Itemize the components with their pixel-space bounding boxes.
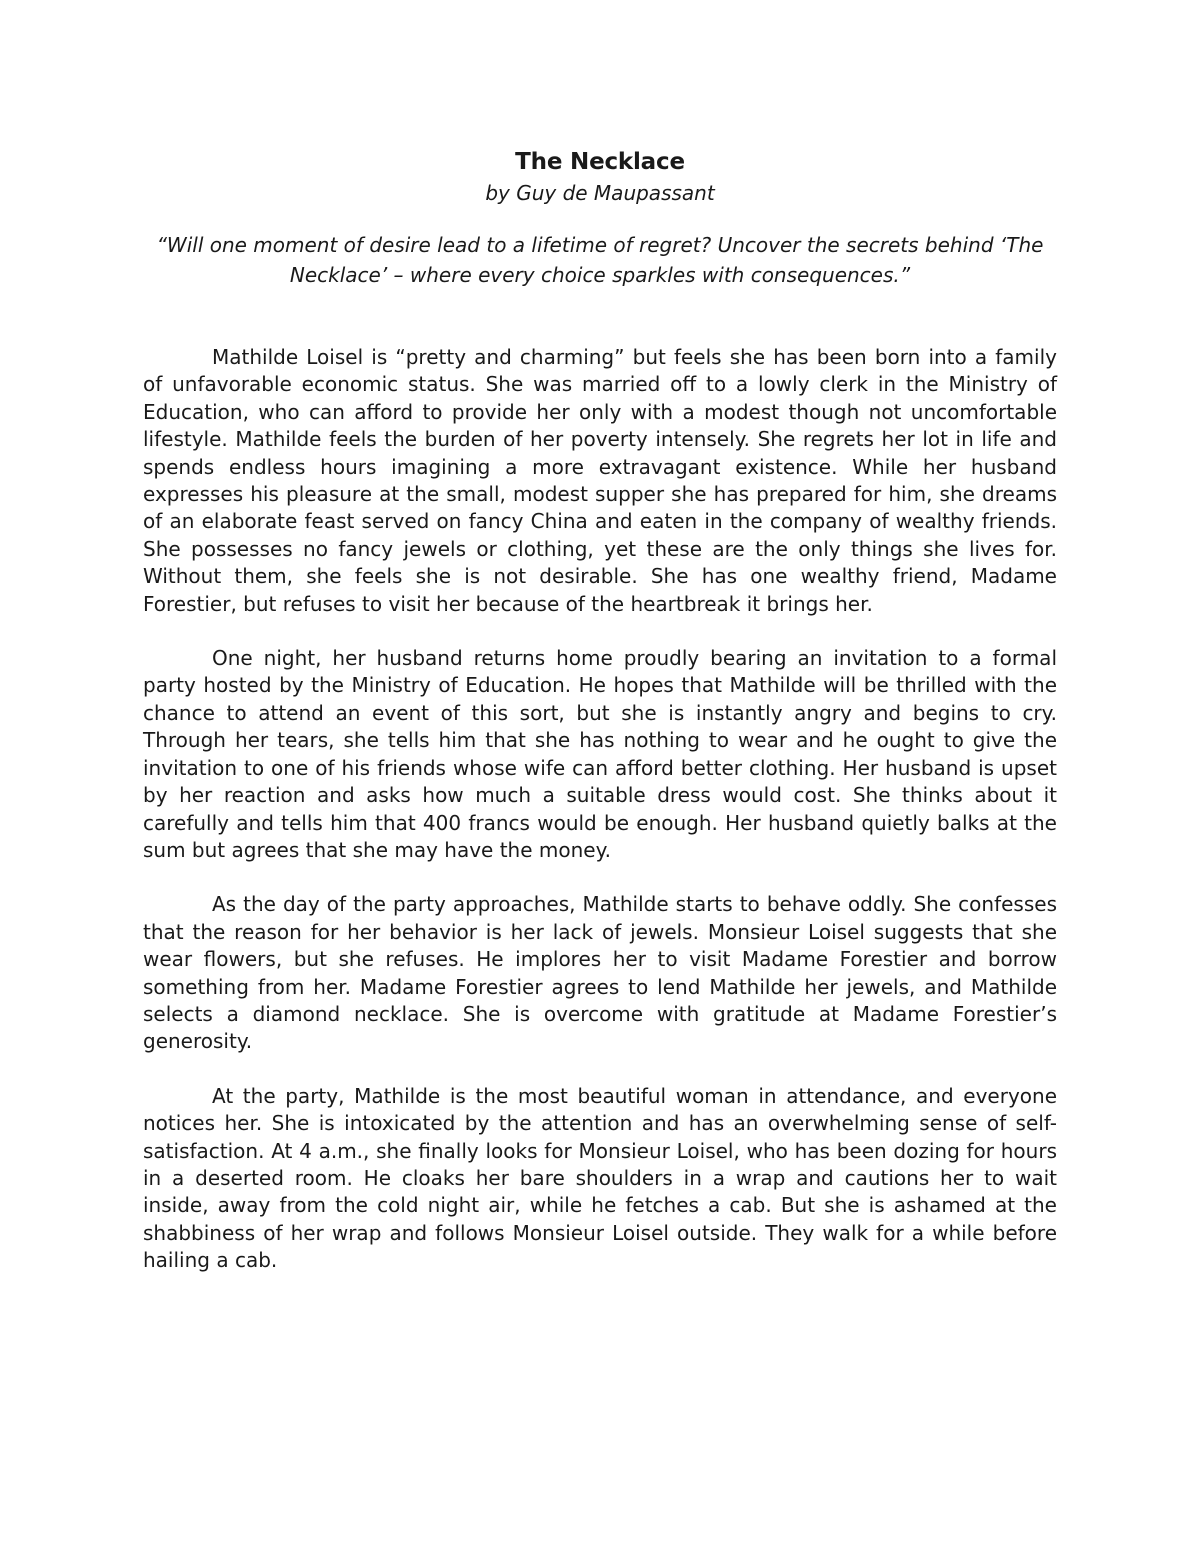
document-title: The Necklace [515,149,685,175]
tagline-quote: “Will one moment of desire lead to a lifetime of regret? Uncover the secrets behind ‘The Necklace’ – where every choice sparkles with consequences.” [156,233,1044,287]
document-body [143,146,1057,1302]
body-paragraph-1: Mathilde Loisel is “pretty and charming” but feels she has been born into a family of unfavorable economic status. She was married off to a lowly clerk in the Ministry of Education, who can afford to provide her only with a modest though not uncomfortable lifestyle. Mathilde feels the burden of her poverty intensely. She regrets her lot in life and spends endless hours imagining a more extravagant existence. While her husband expresses his pleasure at the small, modest supper she has prepared for him, she dreams of an elaborate feast served on fancy China and eaten in the company of wealthy friends. She possesses no fancy jewels or clothing, yet these are the only things she lives for. Without them, she feels she is not desirable. She has one wealthy friend, Madame Forestier, but refuses to visit her because of the heartbreak it brings her. [143,345,1057,616]
body-paragraph-3: As the day of the party approaches, Mathilde starts to behave oddly. She confesses that the reason for her behavior is her lack of jewels. Monsieur Loisel suggests that she wear flowers, but she refuses. He implores her to visit Madame Forestier and borrow something from her. Madame Forestier agrees to lend Mathilde her jewels, and Mathilde selects a diamond necklace. She is overcome with gratitude at Madame Forestier’s generosity. [143,892,1057,1054]
body-paragraph-2: One night, her husband returns home proudly bearing an invitation to a formal party hosted by the Ministry of Education. He hopes that Mathilde will be thrilled with the chance to attend an event of this sort, but she is instantly angry and begins to cry. Through her tears, she tells him that she has nothing to wear and he ought to give the invitation to one of his friends whose wife can afford better clothing. Her husband is upset by her reaction and asks how much a suitable dress would cost. She thinks about it carefully and tells him that 400 francs would be enough. Her husband quietly balks at the sum but agrees that she may have the money. [143,646,1057,862]
author-byline: by Guy de Maupassant [485,181,715,205]
body-paragraph-4: At the party, Mathilde is the most beautiful woman in attendance, and everyone notices her. She is intoxicated by the attention and has an overwhelming sense of self-satisfaction. At 4 a.m., she finally looks for Monsieur Loisel, who has been dozing for hours in a deserted room. He cloaks her bare shoulders in a wrap and cautions her to wait inside, away from the cold night air, while he fetches a cab. But she is ashamed at the shabbiness of her wrap and follows Monsieur Loisel outside. They walk for a while before hailing a cab. [143,1083,1057,1273]
